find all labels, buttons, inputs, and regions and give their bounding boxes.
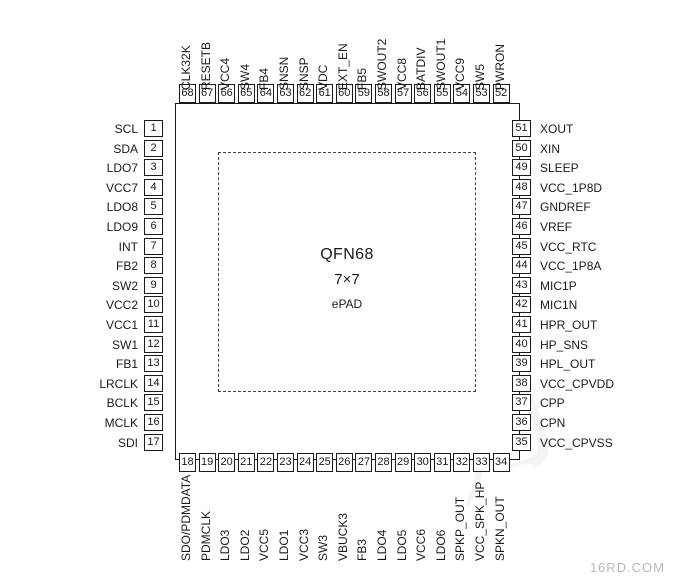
package-size: 7×7 [334,271,360,288]
package-name: QFN68 [320,246,374,263]
pin-number-26[interactable]: 26 [336,453,353,472]
pin-number-11[interactable]: 11 [144,316,163,333]
pin-label-ldo5: LDO5 [394,529,409,561]
pin-number-59[interactable]: 59 [355,84,372,103]
pin-label-clk32k: CLK32K [179,45,193,90]
pin-number-17[interactable]: 17 [144,434,163,451]
pin-label-spkp-out: SPKP_OUT [453,496,468,561]
pin-number-35[interactable]: 35 [512,434,531,451]
pin-number-30[interactable]: 30 [414,453,431,472]
pin-number-13[interactable]: 13 [144,355,163,372]
pin-label-fb4: FB4 [257,67,272,90]
pin-label-vcc5: VCC5 [257,528,272,561]
pin-number-24[interactable]: 24 [297,453,314,472]
pin-label-hpl-out: HPL_OUT [540,357,596,372]
pin-number-63[interactable]: 63 [277,84,294,103]
pin-number-57[interactable]: 57 [395,84,412,103]
pin-label-vcc6: VCC6 [414,528,429,561]
pin-label-vcc3: VCC3 [296,528,311,561]
pin-label-sw5: SW5 [473,63,487,90]
pin-label-scl: SCL [114,122,138,136]
pin-label-snsn: SNSN [277,56,291,90]
pin-number-49[interactable]: 49 [512,159,531,176]
pin-label-vcc-spk-hp: VCC_SPK_HP [473,481,487,561]
pin-label-swout1: SWOUT1 [433,38,448,90]
pin-number-50[interactable]: 50 [512,140,531,157]
pin-number-60[interactable]: 60 [336,84,353,103]
pin-number-33[interactable]: 33 [473,453,490,472]
pin-label-vdc: VDC [316,64,331,90]
pin-number-52[interactable]: 52 [493,84,510,103]
pin-number-62[interactable]: 62 [297,84,314,103]
pin-number-14[interactable]: 14 [144,375,163,392]
pin-label-vcc-cpvdd: VCC_CPVDD [540,376,615,391]
pin-number-31[interactable]: 31 [434,453,451,472]
pin-label-sdi: SDI [117,435,138,450]
pin-number-41[interactable]: 41 [512,316,531,333]
pin-label-vcc1: VCC1 [105,318,138,332]
pin-label-ldo9: LDO9 [106,220,138,234]
pin-number-32[interactable]: 32 [453,453,470,472]
pin-label-hp-sns: HP_SNS [540,337,589,352]
pin-label-vcc8: VCC8 [394,57,409,90]
pin-number-20[interactable]: 20 [218,453,235,472]
pin-number-46[interactable]: 46 [512,218,531,235]
pin-number-1[interactable]: 1 [144,120,163,137]
pin-label-bclk: BCLK [106,396,138,411]
pin-label-mic1p: MIC1P [540,278,577,293]
pin-label-batdiv: BATDIV [414,47,429,90]
pin-number-25[interactable]: 25 [316,453,333,472]
pin-number-5[interactable]: 5 [144,198,163,215]
pin-label-lrclk: LRCLK [99,376,138,391]
pin-number-64[interactable]: 64 [257,84,274,103]
pin-label-int: INT [118,239,138,254]
pin-number-61[interactable]: 61 [316,84,333,103]
pin-label-sleep: SLEEP [540,161,579,176]
epad-label: ePAD [331,297,363,311]
pin-number-3[interactable]: 3 [144,159,163,176]
pin-label-ldo8: LDO8 [106,200,138,215]
pin-label-fb2: FB2 [115,259,138,274]
pin-number-67[interactable]: 67 [199,84,216,103]
pin-number-27[interactable]: 27 [355,453,372,472]
pin-label-ldo7: LDO7 [106,161,138,176]
pin-label-ldo2: LDO2 [237,529,252,561]
pin-number-21[interactable]: 21 [238,453,255,472]
pin-number-8[interactable]: 8 [144,257,163,274]
pin-label-vcc9: VCC9 [453,57,468,90]
pin-label-vcc-rtc: VCC_RTC [540,239,597,254]
pin-label-sw4: SW4 [237,63,252,90]
pin-number-28[interactable]: 28 [375,453,392,472]
pin-number-37[interactable]: 37 [512,394,531,411]
pin-number-7[interactable]: 7 [144,238,163,255]
pin-label-sw3: SW3 [316,534,331,561]
pin-label-sda: SDA [113,141,138,156]
pin-label-sw1: SW1 [111,337,138,352]
pin-number-18[interactable]: 18 [179,453,196,472]
pin-number-29[interactable]: 29 [395,453,412,472]
pin-label-cpn: CPN [540,416,566,430]
pin-label-ldo3: LDO3 [218,529,233,561]
pin-label-vref: VREF [540,220,573,234]
pin-number-56[interactable]: 56 [414,84,431,103]
pin-label-snsp: SNSP [296,57,311,90]
pin-number-12[interactable]: 12 [144,336,163,353]
pin-number-4[interactable]: 4 [144,179,163,196]
pin-number-2[interactable]: 2 [144,140,163,157]
pin-number-66[interactable]: 66 [218,84,235,103]
pin-number-40[interactable]: 40 [512,336,531,353]
pin-number-15[interactable]: 15 [144,394,163,411]
pin-label-swout2: SWOUT2 [375,38,389,90]
pin-label-mclk: MCLK [104,416,138,430]
pin-label-vcc-1p8d: VCC_1P8D [540,180,603,195]
pin-label-ldo4: LDO4 [375,529,389,561]
pin-number-55[interactable]: 55 [434,84,451,103]
pin-label-xin: XIN [540,141,561,156]
pin-label-fb3: FB3 [355,538,370,561]
pin-number-10[interactable]: 10 [144,296,163,313]
pin-label-vcc-cpvss: VCC_CPVSS [540,435,613,450]
pin-label-fb5: FB5 [355,67,370,90]
pin-label-gndref: GNDREF [540,200,591,215]
pin-number-48[interactable]: 48 [512,179,531,196]
pin-label-ext-en: EXT_EN [335,43,350,90]
watermark-text: 16RD.COM [589,560,665,575]
pin-label-resetb: RESETB [198,41,213,90]
pin-label-xout: XOUT [540,122,574,136]
pin-label-pdmclk: PDMCLK [198,510,213,561]
pin-label-vcc4: VCC4 [218,57,233,90]
pin-label-sw2: SW2 [111,278,138,293]
pin-label-fb1: FB1 [115,357,138,372]
pin-label-hpr-out: HPR_OUT [540,318,598,332]
pin-label-cpp: CPP [540,396,565,411]
pin-number-6[interactable]: 6 [144,218,163,235]
pin-number-23[interactable]: 23 [277,453,294,472]
pin-number-34[interactable]: 34 [493,453,510,472]
pin-number-53[interactable]: 53 [473,84,490,103]
pin-number-42[interactable]: 42 [512,296,531,313]
pin-label-vbuck3: VBUCK3 [335,512,350,561]
pin-number-22[interactable]: 22 [257,453,274,472]
pin-number-43[interactable]: 43 [512,277,531,294]
pin-label-vcc2: VCC2 [105,298,138,313]
pin-number-68[interactable]: 68 [179,84,196,103]
pin-number-39[interactable]: 39 [512,355,531,372]
pin-number-44[interactable]: 44 [512,257,531,274]
pin-label-ldo6: LDO6 [433,529,448,561]
pin-number-38[interactable]: 38 [512,375,531,392]
pin-label-vcc-1p8a: VCC_1P8A [540,259,602,274]
pin-number-45[interactable]: 45 [512,238,531,255]
pin-label-spkn-out: SPKN_OUT [492,496,507,561]
pin-number-9[interactable]: 9 [144,277,163,294]
pin-number-58[interactable]: 58 [375,84,392,103]
pin-number-47[interactable]: 47 [512,198,531,215]
pin-label-vcc7: VCC7 [105,180,138,195]
pin-label-sdo-pdmdata: SDO/PDMDATA [179,474,193,561]
pin-number-19[interactable]: 19 [199,453,216,472]
pin-number-54[interactable]: 54 [453,84,470,103]
pin-label-pwron: PWRON [492,44,507,90]
pin-number-51[interactable]: 51 [512,120,531,137]
pin-number-36[interactable]: 36 [512,414,531,431]
pin-label-mic1n: MIC1N [540,298,578,313]
pin-number-65[interactable]: 65 [238,84,255,103]
pin-label-ldo1: LDO1 [277,529,291,561]
pin-number-16[interactable]: 16 [144,414,163,431]
